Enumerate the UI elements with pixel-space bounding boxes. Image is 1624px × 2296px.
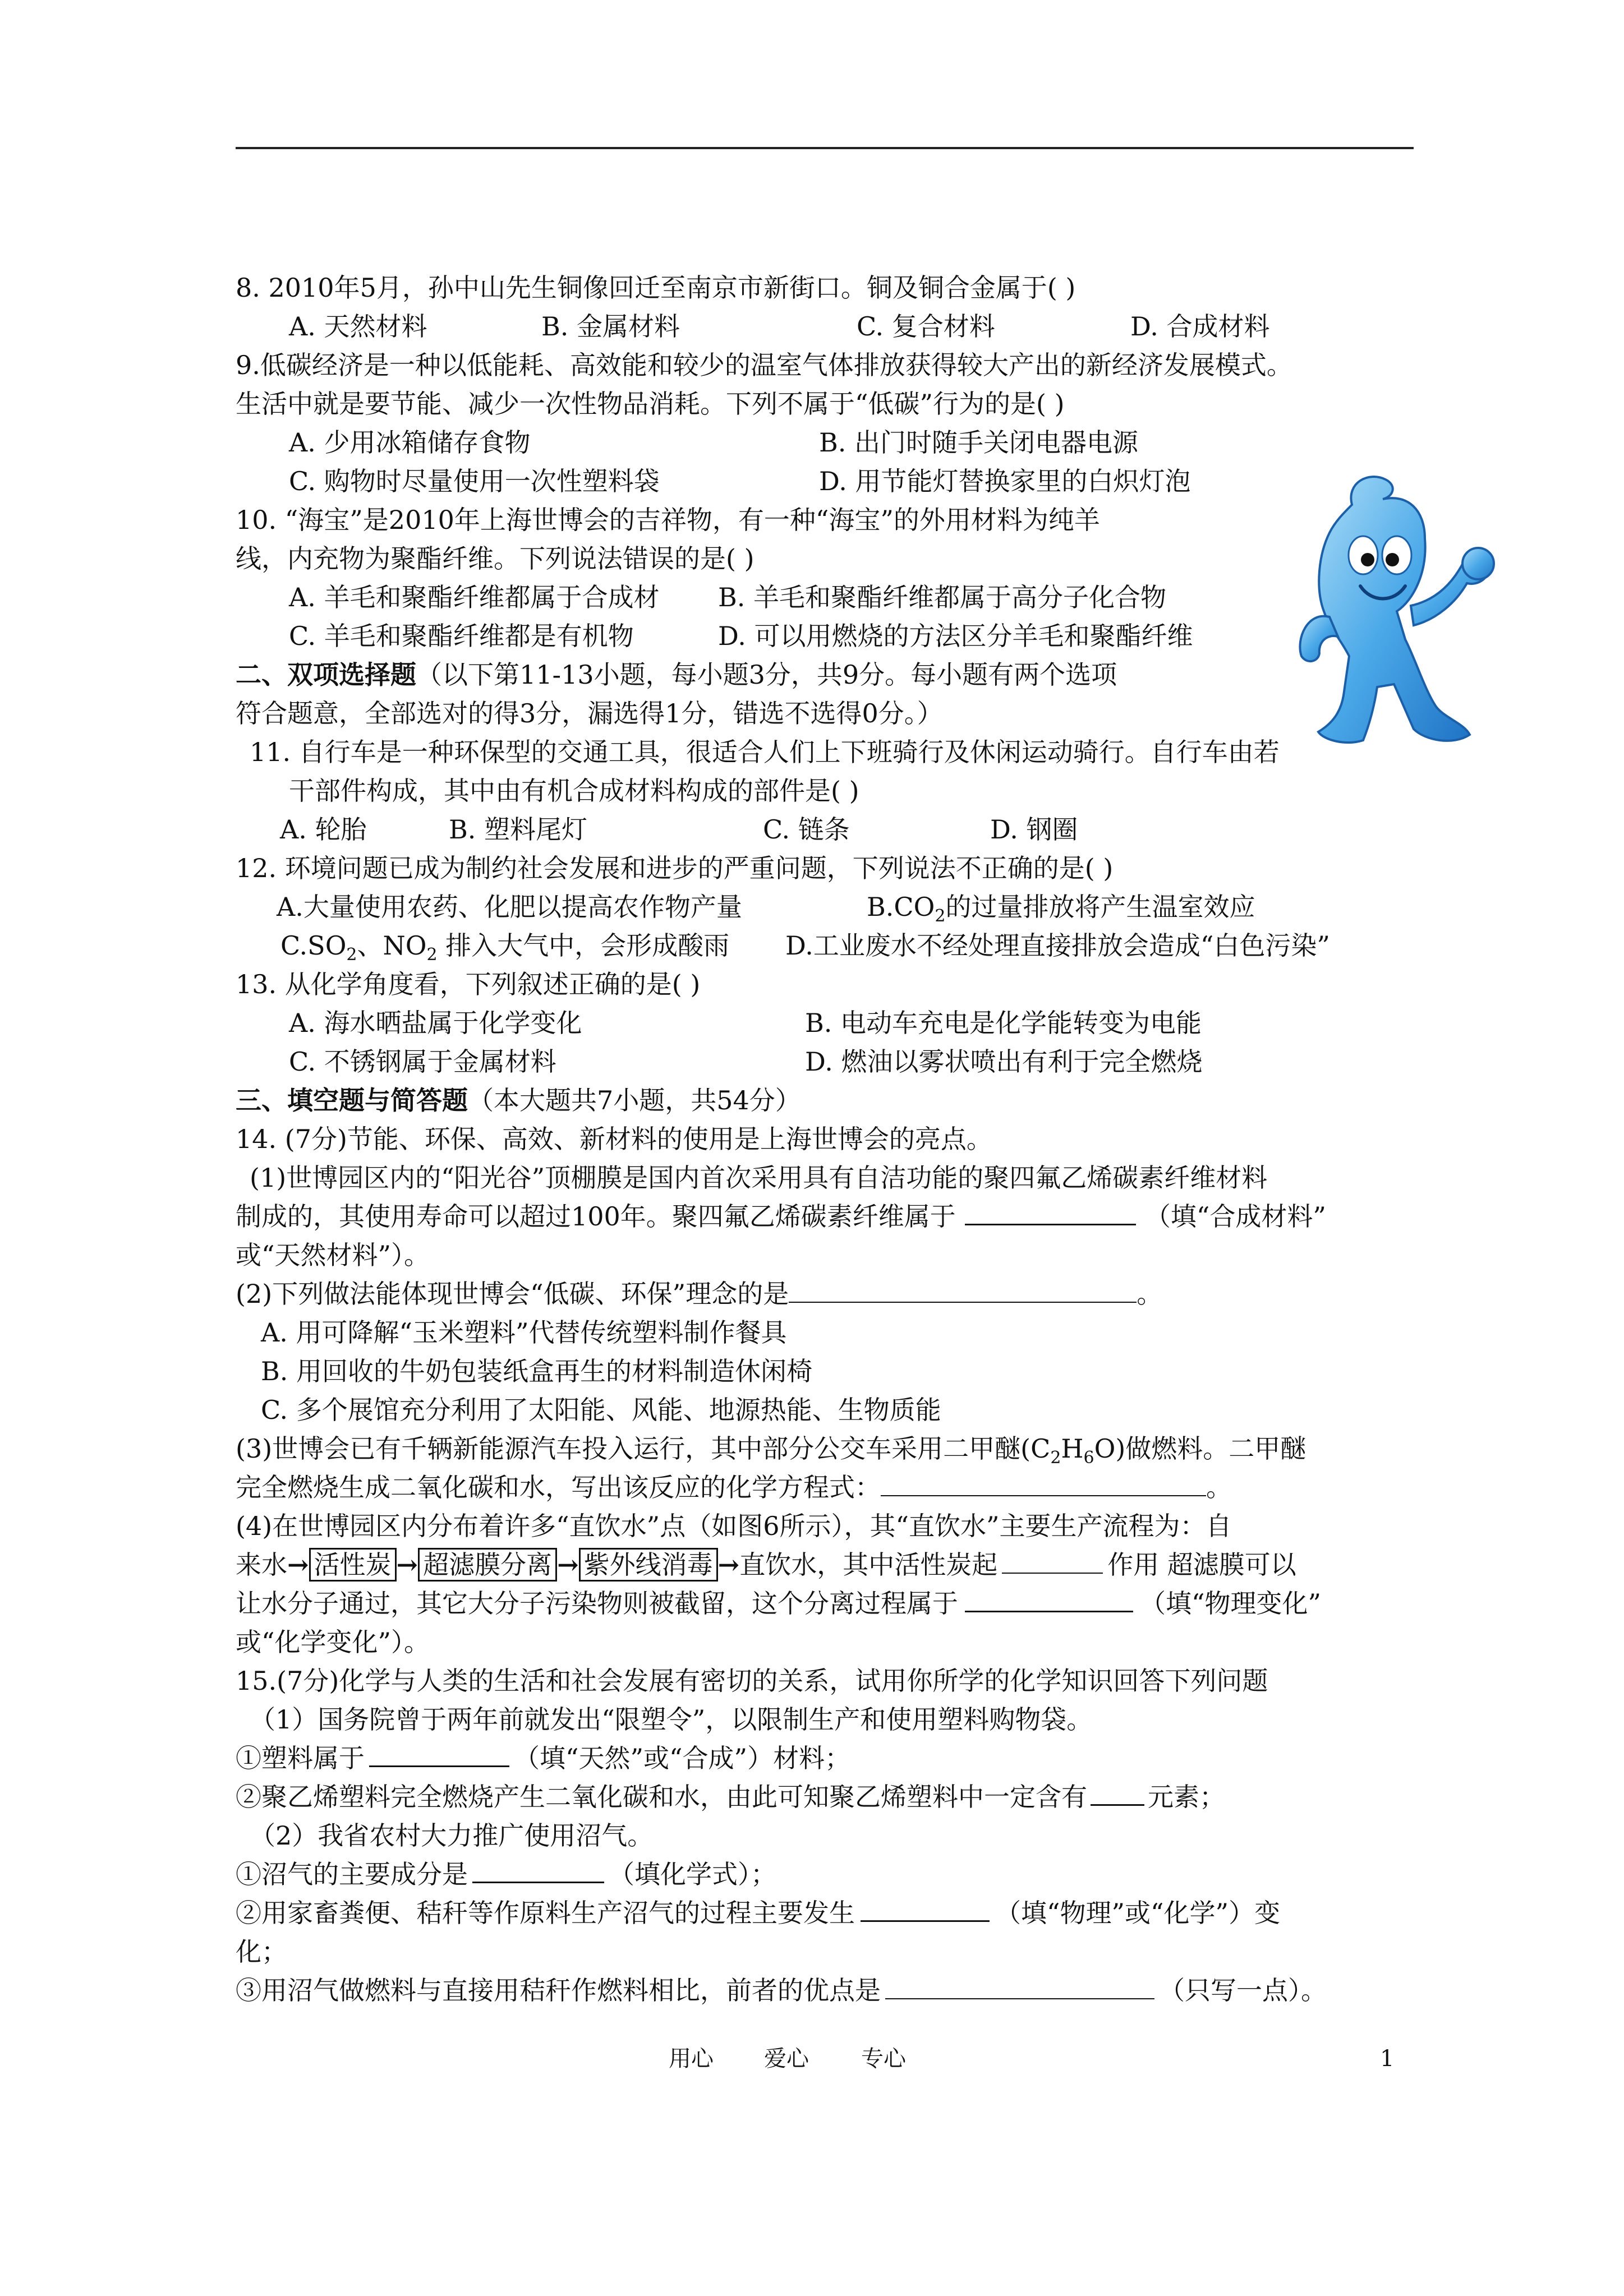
q9-stem-line1: 9.低碳经济是一种以低能耗、高效能和较少的温室气体排放获得较大产出的新经济发展模式。 xyxy=(236,350,1292,380)
section3-desc: （本大题共7小题，共54分） xyxy=(468,1085,801,1115)
q9-option-c: C. 购物时尽量使用一次性塑料袋 xyxy=(289,466,660,496)
q14-answer-blank-3[interactable] xyxy=(881,1473,1206,1496)
q14-part1-line1: (1)世博园区内的“阳光谷”顶棚膜是国内首次采用具有自洁功能的聚四氟乙烯碳素纤维材料 xyxy=(250,1163,1268,1193)
q13-option-a: A. 海水晒盐属于化学变化 xyxy=(289,1008,582,1038)
q12-option-a: A.大量使用农药、化肥以提高农作物产量 xyxy=(277,892,742,922)
q14-part4-line4: 或“化学变化”）。 xyxy=(236,1627,430,1657)
q14-part4-line1: (4)在世博园区内分布着许多“直饮水”点（如图6所示），其“直饮水”主要生产流程为：自 xyxy=(236,1511,1232,1541)
q10-option-d: D. 可以用燃烧的方法区分羊毛和聚酯纤维 xyxy=(718,621,1193,651)
q14-part2-option-c: C. 多个展馆充分利用了太阳能、风能、地源热能、生物质能 xyxy=(261,1395,941,1425)
q9-option-b: B. 出门时随手关闭电器电源 xyxy=(819,427,1139,458)
q15-answer-blank-1[interactable] xyxy=(369,1743,509,1767)
q14-part2-option-b: B. 用回收的牛奶包装纸盒再生的材料制造休闲椅 xyxy=(261,1356,813,1386)
q10-option-c: C. 羊毛和聚酯纤维都是有机物 xyxy=(289,621,634,651)
section2-heading xyxy=(236,659,1117,690)
q14-part3-line1: (3)世博会已有千辆新能源汽车投入运行，其中部分公交车采用二甲醚$(C_2H_6O)$做燃料。二甲醚 xyxy=(236,1433,1306,1468)
q15-part2-item1: ①沼气的主要成分是 （填化学式）； xyxy=(236,1859,776,1889)
q13-option-c: C. 不锈钢属于金属材料 xyxy=(289,1046,556,1077)
q15-part1-intro: （1）国务院曾于两年前就发出“限塑令”，以限制生产和使用塑料购物袋。 xyxy=(250,1704,1093,1735)
header-rule xyxy=(236,147,1414,149)
q13-option-d: D. 燃油以雾状喷出有利于完全燃烧 xyxy=(805,1046,1203,1077)
q8-option-d: D. 合成材料 xyxy=(1130,311,1270,342)
q15-part2-intro: （2）我省农村大力推广使用沼气。 xyxy=(250,1820,654,1851)
flow-box-activated-carbon: 活性炭 xyxy=(309,1548,397,1582)
q10-stem-line1: 10. “海宝”是2010年上海世博会的吉祥物，有一种“海宝”的外用材料为纯羊 xyxy=(236,505,1100,535)
q14-answer-blank-5[interactable] xyxy=(965,1588,1133,1612)
q15-answer-blank-2[interactable] xyxy=(1091,1782,1144,1806)
q8-option-c: C. 复合材料 xyxy=(857,311,995,342)
q11-option-a: A. 轮胎 xyxy=(280,814,367,845)
section2-desc-line2: 符合题意，全部选对的得3分，漏选得1分，错选不选得0分。） xyxy=(236,698,943,729)
q15-stem: 15.(7分)化学与人类的生活和社会发展有密切的关系，试用你所学的化学知识回答下列问题 xyxy=(236,1666,1268,1696)
section2-title: 二、双项选择题 xyxy=(236,660,416,690)
q14-stem: 14. (7分)节能、环保、高效、新材料的使用是上海世博会的亮点。 xyxy=(236,1124,992,1154)
section2-desc-line1: （以下第11-13小题，每小题3分，共9分。每小题有两个选项 xyxy=(416,660,1117,690)
q12-option-c: $C.SO_2$、$NO_2$ 排入大气中，会形成酸雨 xyxy=(280,930,730,965)
q11-stem-line1: 11. 自行车是一种环保型的交通工具，很适合人们上下班骑行及休闲运动骑行。自行车由若 xyxy=(250,737,1280,767)
q10-option-a: A. 羊毛和聚酯纤维都属于合成材 xyxy=(289,582,660,612)
q8-option-b: B. 金属材料 xyxy=(541,311,680,342)
q15-part2-item2: ②用家畜粪便、秸秆等作原料生产沼气的过程主要发生 （填“物理”或“化学”）变 xyxy=(236,1898,1281,1928)
q14-part2-option-a: A. 用可降解“玉米塑料”代替传统塑料制作餐具 xyxy=(261,1317,787,1348)
q14-part4-line3: 让水分子通过，其它大分子污染物则被截留，这个分离过程属于 （填“物理变化” xyxy=(236,1588,1322,1619)
q11-option-b: B. 塑料尾灯 xyxy=(449,814,588,845)
footer-motto-1: 用心 xyxy=(669,2046,714,2072)
flow-box-uv-disinfection: 紫外线消毒 xyxy=(579,1548,718,1582)
q12-option-b: $B.CO_2$的过量排放将产生温室效应 xyxy=(867,892,1255,926)
q14-answer-blank-1[interactable] xyxy=(965,1201,1136,1225)
q15-part2-item2-cont: 化； xyxy=(236,1937,287,1967)
q15-part1-item2: ②聚乙烯塑料完全燃烧产生二氧化碳和水，由此可知聚乙烯塑料中一定含有 元素； xyxy=(236,1782,1225,1812)
q15-answer-blank-4[interactable] xyxy=(861,1898,990,1922)
q13-option-b: B. 电动车充电是化学能转变为电能 xyxy=(805,1008,1202,1038)
q15-part2-item3: ③用沼气做燃料与直接用秸秆作燃料相比，前者的优点是 （只写一点）。 xyxy=(236,1975,1327,2005)
q14-part3-line2: 完全燃烧生成二氧化碳和水，写出该反应的化学方程式： 。 xyxy=(236,1472,1232,1502)
q14-answer-blank-4[interactable] xyxy=(1002,1550,1103,1574)
q8-stem: 8. 2010年5月，孙中山先生铜像回迁至南京市新街口。铜及铜合金属于( ) xyxy=(236,273,1076,303)
flow-box-ultrafiltration: 超滤膜分离 xyxy=(418,1548,557,1582)
section3-heading xyxy=(236,1085,801,1116)
q15-answer-blank-3[interactable] xyxy=(472,1859,604,1883)
q13-stem: 13. 从化学角度看，下列叙述正确的是( ) xyxy=(236,969,701,999)
q14-answer-blank-2[interactable] xyxy=(789,1279,1137,1303)
q8-option-a: A. 天然材料 xyxy=(289,311,427,342)
footer-motto-2: 爱心 xyxy=(764,2046,809,2072)
q14-part2-line: (2)下列做法能体现世博会“低碳、环保”理念的是 。 xyxy=(236,1279,1163,1309)
q11-option-d: D. 钢圈 xyxy=(990,814,1078,845)
q9-stem-line2: 生活中就是要节能、减少一次性物品消耗。下列不属于“低碳”行为的是( ) xyxy=(236,389,1065,419)
q14-part4-line2: 来水→ 活性炭 → 超滤膜分离 → 紫外线消毒 →直饮水，其中活性炭起 作用 超滤膜可以 xyxy=(236,1549,1296,1580)
section3-title: 三、填空题与简答题 xyxy=(236,1085,468,1115)
q10-stem-line2: 线，内充物为聚酯纤维。下列说法错误的是( ) xyxy=(236,543,755,574)
q12-option-d: D.工业废水不经处理直接排放会造成“白色污染” xyxy=(785,930,1330,961)
footer-motto-3: 专心 xyxy=(861,2046,906,2072)
q11-stem-line2: 干部件构成，其中由有机合成材料构成的部件是( ) xyxy=(289,776,859,806)
haibao-mascot-illustration xyxy=(1285,471,1531,751)
q14-part1-line3: 或“天然材料”）。 xyxy=(236,1240,430,1270)
q14-part1-line2: 制成的，其使用寿命可以超过100年。聚四氟乙烯碳素纤维属于 （填“合成材料” xyxy=(236,1201,1326,1232)
q9-option-a: A. 少用冰箱储存食物 xyxy=(289,427,531,458)
q15-part1-item1: ①塑料属于 （填“天然”或“合成”）材料； xyxy=(236,1743,851,1773)
q9-option-d: D. 用节能灯替换家里的白炽灯泡 xyxy=(819,466,1191,496)
q15-answer-blank-5[interactable] xyxy=(885,1976,1154,1999)
q12-stem: 12. 环境问题已成为制约社会发展和进步的严重问题，下列说法不正确的是( ) xyxy=(236,853,1114,883)
page-number: 1 xyxy=(1380,2046,1395,2072)
q10-option-b: B. 羊毛和聚酯纤维都属于高分子化合物 xyxy=(718,582,1167,612)
q11-option-c: C. 链条 xyxy=(763,814,850,845)
